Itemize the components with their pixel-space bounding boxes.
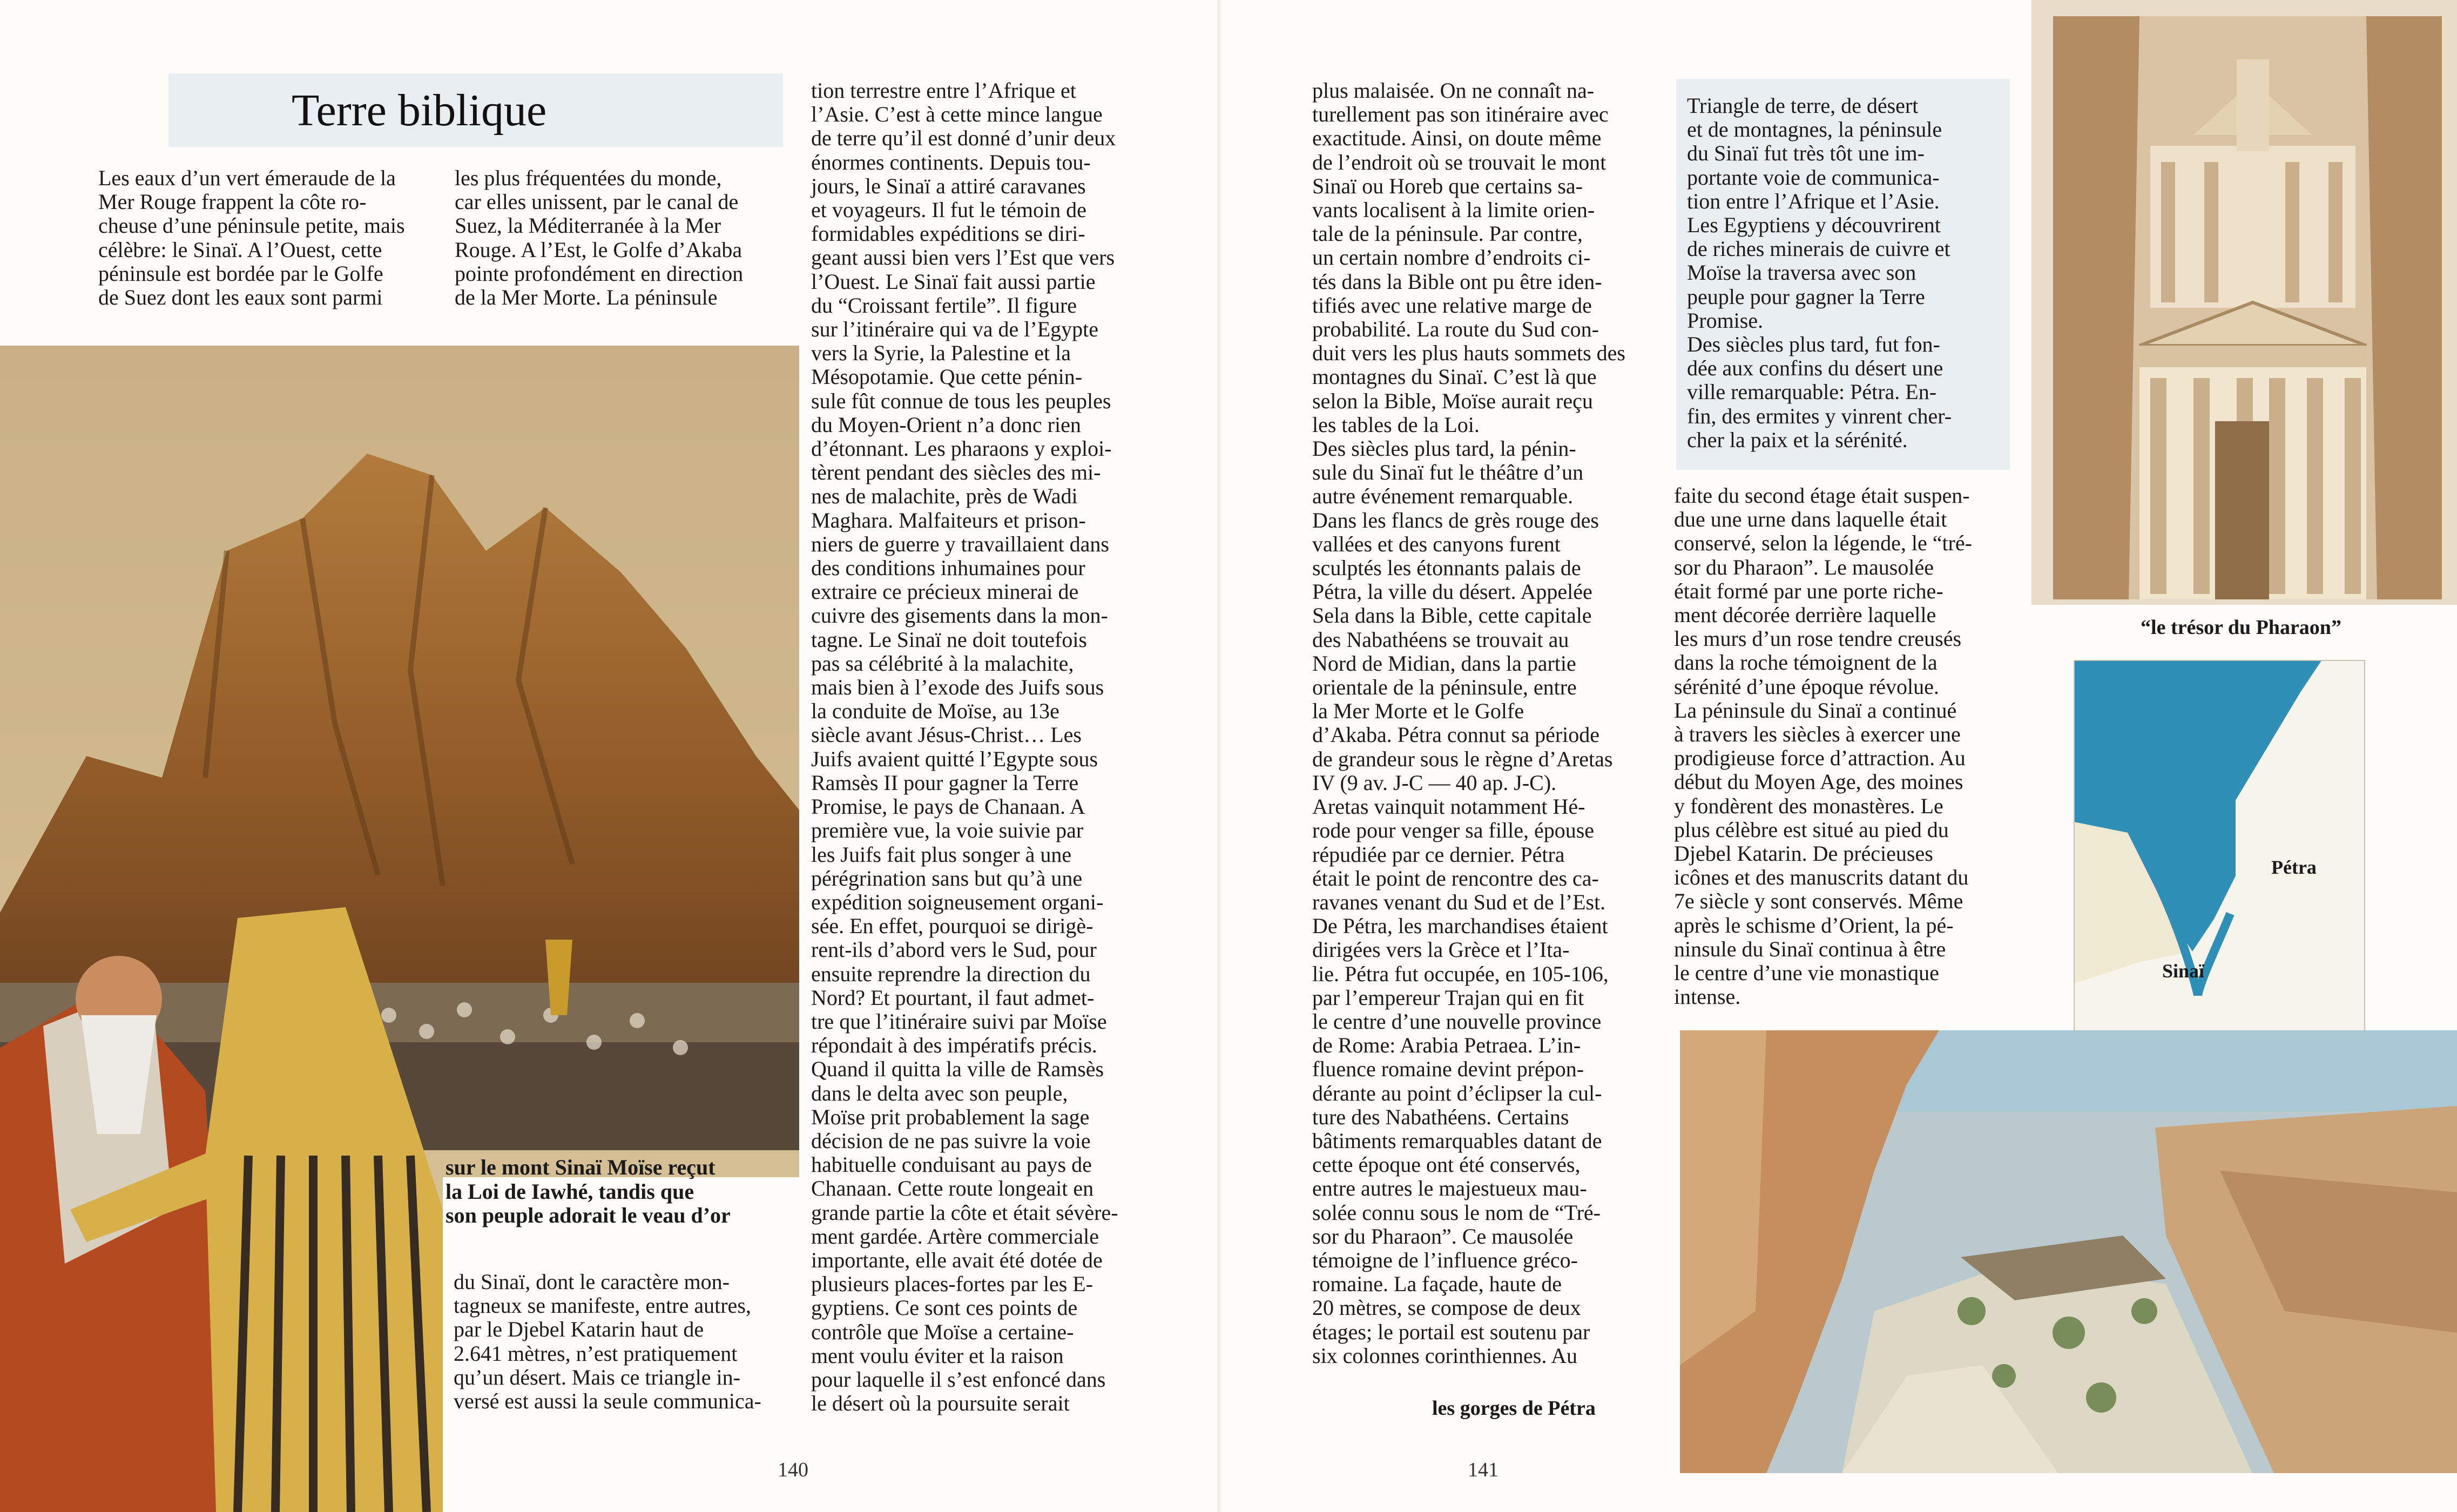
summary-box-body: Triangle de terre, de désert et de montagnes, la péninsule du Sinaï fut très tôt une im- portante voie de communica- tion entre l’Afrique et l’Asie. Les Egyptiens y découvrirent de riches minerais de cuivre et Moïse la traversa avec son peuple pour gagner la Terre Promise. Des siècles plus tard, fut fon- dée aux confins du désert une ville remarquable: Pétra. En- fin, des ermites y vinrent cher- cher la paix et la sérénité. (1687, 93, 1952, 452)
page-number-right: 141 (1468, 1459, 1498, 1481)
treasury-caption: “le trésor du Pharaon” (2141, 616, 2341, 639)
text-column-1 (98, 166, 429, 309)
text-column-3 (811, 79, 1142, 1415)
petra-treasury-illustration (2031, 0, 2457, 605)
text-column-3-body: tion terrestre entre l’Afrique et l’Asie. C’est à cette mince langue de terre qu’il est donné d’unir deux énormes continents. Depuis tou- jours, le Sinaï a attiré caravanes et voyageurs. Il fut le témoin de formidables expéditions se diri- geant aussi bien vers l’Est que vers l’Ouest. Le Sinaï fait aussi partie du “Croissant fertile”. Il figure sur l’itinéraire qui va de l’Egypte vers la Syrie, la Palestine et la Mésopotamie. Que cette pénin- sule fût connue de tous les peuples du Moyen-Orient n’a donc rien d’étonnant. Les pharaons y exploi- tèrent pendant des siècles des mi- nes de malachite, près de Wadi Maghara. Malfaiteurs et prison- niers de guerre y travaillaient dans des conditions inhumaines pour extraire ce précieux minerai de cuivre des gisements dans la mon- tagne. Le Sinaï ne doit toutefois pas sa célébrité à la malachite, mais bien à l’exode des Juifs sous la conduite de Moïse, au 13e siècle avant Jésus-Christ… Les Juifs avaient quitté l’Egypte sous Ramsès II pour gagner la Terre Promise, le pays de Chanaan. A première vue, la voie suivie par les Juifs fait plus songer à une pérégrination sans but qu’à une expédition soigneusement organi- sée. En effet, pourquoi se dirigè- rent-ils d’abord vers le Sud, pour ensuite reprendre la direction du Nord? Et pourtant, il faut admet- tre que l’itinéraire suivi par Moïse répondait à des impératifs précis. Quand il quitta la ville de Ramsès dans le delta avec son peuple, Moïse prit probablement la sage décision de ne pas suivre la voie habituelle conduisant au pays de Chanaan. Cette route longeait en grande partie la côte et était sévère- ment gardée. Artère commerciale importante, elle avait été dotée de plusieurs places-fortes par les E- gyptiens. Ce sont ces points de contrôle que Moïse a certaine- ment voulu éviter et la raison pour laquelle il s’est enfoncé dans le désert où la poursuite serait (811, 78, 1118, 1416)
page-number-left: 140 (778, 1459, 808, 1481)
map-label-petra: Pétra (2271, 856, 2317, 878)
page-title: Terre biblique (292, 85, 547, 136)
left-page (0, 0, 1221, 1512)
petra-gorges-illustration (1680, 1030, 2457, 1473)
summary-box-text (1687, 94, 1995, 452)
text-column-2-body: les plus fréquentées du monde, car elles unissent, par le canal de Suez, la Méditerranée à la Mer Rouge. A l’Est, le Golfe d’Akaba pointe profondément en direction de la Mer Morte. La péninsule (455, 166, 744, 310)
gorges-caption: les gorges de Pétra (1432, 1397, 1596, 1420)
text-column-2 (455, 166, 785, 309)
text-column-5 (1674, 484, 2007, 1009)
illustration-caption: sur le mont Sinaï Moïse reçut la Loi de Iawhé, tandis que son peuple adorait le veau d’or (446, 1155, 731, 1227)
sinai-map (2074, 660, 2365, 1043)
text-column-lower (454, 1270, 783, 1413)
text-column-1-body: Les eaux d’un vert émeraude de la Mer Rouge frappent la côte ro- cheuse d’une péninsule petite, mais célèbre: le Sinaï. A l’Ouest, cette péninsule est bordée par le Golfe de Suez dont les eaux sont parmi (98, 166, 405, 310)
text-column-4 (1312, 79, 1643, 1368)
right-page (1221, 0, 2457, 1512)
map-label-sinai: Sinaï (2162, 960, 2205, 982)
text-column-lower-body: du Sinaï, dont le caractère mon- tagneux se manifeste, entre autres, par le Djebel Katarin haut de 2.641 mètres, n’est pratiquement qu’un désert. Mais ce triangle in- versé est aussi la seule communica- (454, 1270, 761, 1414)
text-column-4-body: plus malaisée. On ne connaît na- turellement pas son itinéraire avec exactitude. Ainsi, on doute même de l’endroit où se trouvait le mont Sinaï ou Horeb que certains sa- vants localisent à la limite orien- tale de la péninsule. Par contre, un certain nombre d’endroits ci- tés dans la Bible ont pu être iden- tifiés avec une relative marge de probabilité. La route du Sud con- duit vers les plus hauts sommets des montagnes du Sinaï. C’est là que selon la Bible, Moïse aurait reçu les tables de la Loi. Des siècles plus tard, la pénin- sule du Sinaï fut le théâtre d’un autre événement remarquable. Dans les flancs de grès rouge des vallées et des canyons furent sculptés les étonnants palais de Pétra, la ville du désert. Appelée Sela dans la Bible, cette capitale des Nabathéens se trouvait au Nord de Midian, dans la partie orientale de la péninsule, entre la Mer Morte et le Golfe d’Akaba. Pétra connut sa période de grandeur sous le règne d’Aretas IV (9 av. J-C — 40 ap. J-C). Aretas vainquit notamment Hé- rode pour venger sa fille, épouse répudiée par ce dernier. Pétra était le point de rencontre des ca- ravanes venant du Sud et de l’Est. De Pétra, les marchandises étaient dirigées vers la Grèce et l’Ita- lie. Pétra fut occupée, en 105-106, par l’empereur Trajan qui en fit le centre d’une nouvelle province de Rome: Arabia Petraea. L’in- fluence romaine devint prépon- dérante au point d’éclipser la cul- ture des Nabathéens. Certains bâtiments remarquables datant de cette époque ont été conservés, entre autres le majestueux mau- solée connu sous le nom de “Tré- sor du Pharaon”. Ce mausolée témoigne de l’influence gréco- romaine. La façade, haute de 20 mètres, se compose de deux étages; le portail est soutenu par six colonnes corinthiennes. Au (1312, 78, 1625, 1368)
text-column-5-body: faite du second étage était suspen- due une urne dans laquelle était conservé, selon la légende, le “tré- sor du Pharaon”. Le mausolée était formé par une porte riche- ment décorée derrière laquelle les murs d’un rose tendre creusés dans la roche témoignent de la sérénité d’une époque révolue. La péninsule du Sinaï a continué à travers les siècles à exercer une prodigieuse force d’attraction. Au début du Moyen Age, des moines y fondèrent des monastères. Le plus célèbre est situé au pied du Djebel Katarin. De précieuses icônes et des manuscrits datant du 7e siècle y sont conservés. Même après le schisme d’Orient, la pé- ninsule du Sinaï continua à être le centre d’une vie monastique intense. (1674, 483, 1972, 1009)
